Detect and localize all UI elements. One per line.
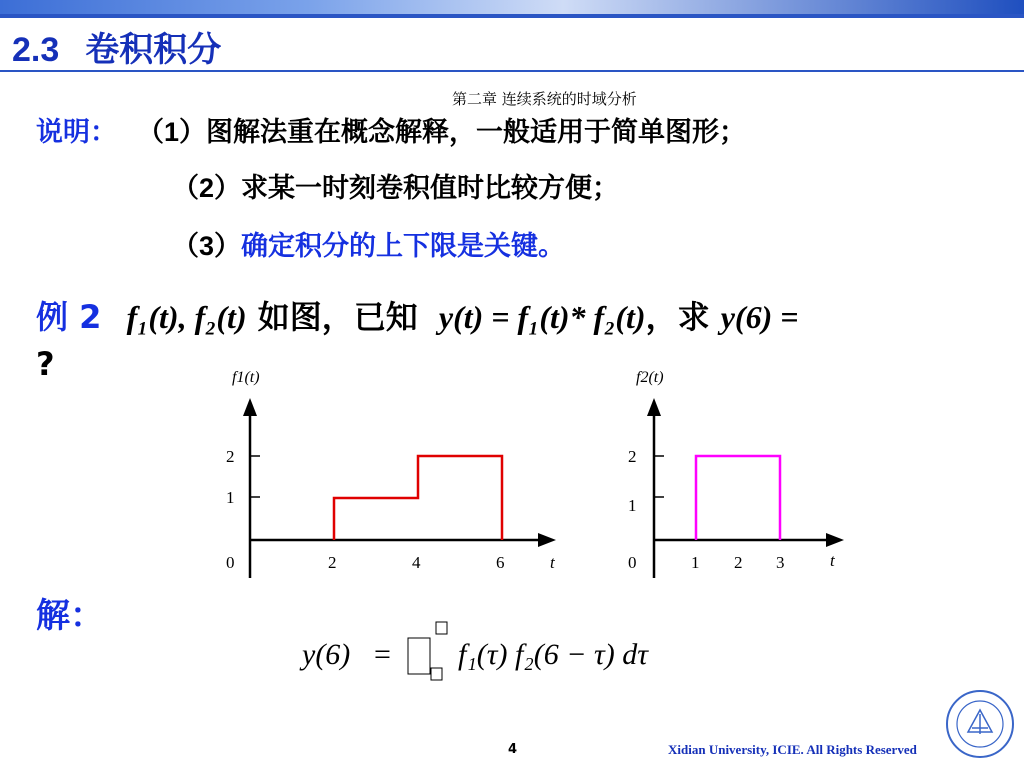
chart-f1-xtick-label-4: 4 — [412, 553, 421, 572]
page-number: 4 — [508, 742, 518, 757]
section-title: 卷积积分 — [85, 30, 222, 70]
example-given: 如图，已知 — [257, 298, 418, 336]
note-3-text: 确定积分的上下限是关键。 — [241, 231, 566, 262]
title-divider — [0, 70, 1024, 72]
example-target: y(6) = — [720, 299, 799, 335]
example-ask: ，求 — [645, 298, 710, 336]
chart-f2-xtick-label-1: 1 — [691, 553, 700, 572]
integral-sign-box — [408, 638, 430, 674]
chart-f1-series-line — [334, 456, 502, 540]
chart-f1-ytick-label-2: 2 — [226, 447, 235, 466]
formula-lhs: y(6) — [302, 638, 351, 671]
note-2-text: 求某一时刻卷积值时比较方便； — [241, 173, 620, 204]
chapter-label: 第二章 连续系统的时域分析 — [452, 90, 637, 108]
chart-f2-xlabel: t — [830, 551, 835, 570]
chart-f2-xtick-label-3: 3 — [776, 553, 785, 572]
chart-f2 — [614, 358, 854, 588]
integral-upper-limit-box — [436, 622, 447, 634]
chart-f2-y-arrow — [647, 398, 661, 416]
note-3-number: （3） — [172, 231, 242, 261]
example-convolution: y(t) = f₁(t)* f₂(t) — [438, 299, 646, 335]
note-1-text: 图解法重在概念解释，一般适用于简单图形； — [206, 117, 747, 148]
solution-label: 解： — [36, 596, 104, 636]
chart-f1-xtick-label-6: 6 — [496, 553, 505, 572]
chart-f2-ytick-label-2: 2 — [628, 447, 637, 466]
chart-f1-xtick-label-2: 2 — [328, 553, 337, 572]
note-line-1 — [36, 110, 746, 149]
slide-title — [12, 22, 221, 71]
notes-label: 说明： — [36, 117, 117, 148]
header-band-line — [0, 14, 1024, 18]
integral-lower-limit-box — [431, 668, 442, 680]
solution-formula — [298, 616, 718, 688]
note-line-3 — [172, 224, 565, 263]
note-2-number: （2） — [172, 173, 242, 203]
chart-f1-ylabel: f1(t) — [232, 369, 260, 386]
section-number: 2.3 — [12, 31, 60, 69]
example-functions: f₁(t), f₂(t) — [126, 299, 247, 335]
chart-f2-x-arrow — [826, 533, 844, 547]
university-seal-logo — [944, 688, 1016, 760]
chart-f1-y-arrow — [243, 398, 257, 416]
formula-rhs: f₁(τ) f₂(6 − τ) dτ — [458, 638, 648, 671]
chart-f2-ylabel: f2(t) — [636, 369, 664, 386]
copyright-notice: Xidian University, ICIE. All Rights Reserved — [668, 742, 917, 757]
chart-f1-xtick-label-0: 0 — [226, 553, 235, 572]
chart-f1-ytick-label-1: 1 — [226, 488, 235, 507]
note-line-2 — [172, 166, 619, 205]
chart-f1-x-arrow — [538, 533, 556, 547]
chart-f1 — [210, 358, 570, 588]
formula-equals: = — [374, 638, 391, 671]
header-band — [0, 0, 1024, 14]
example-line — [36, 292, 798, 338]
chart-f2-xtick-label-0: 0 — [628, 553, 637, 572]
chart-f2-xtick-label-2: 2 — [734, 553, 743, 572]
chart-f2-series-line — [696, 456, 780, 540]
example-label: 例 2 — [36, 298, 102, 336]
chart-f1-xlabel: t — [550, 553, 555, 572]
note-1-number: （1） — [137, 117, 207, 147]
chart-f2-ytick-label-1: 1 — [628, 496, 637, 515]
example-question-mark: ? — [36, 345, 55, 383]
